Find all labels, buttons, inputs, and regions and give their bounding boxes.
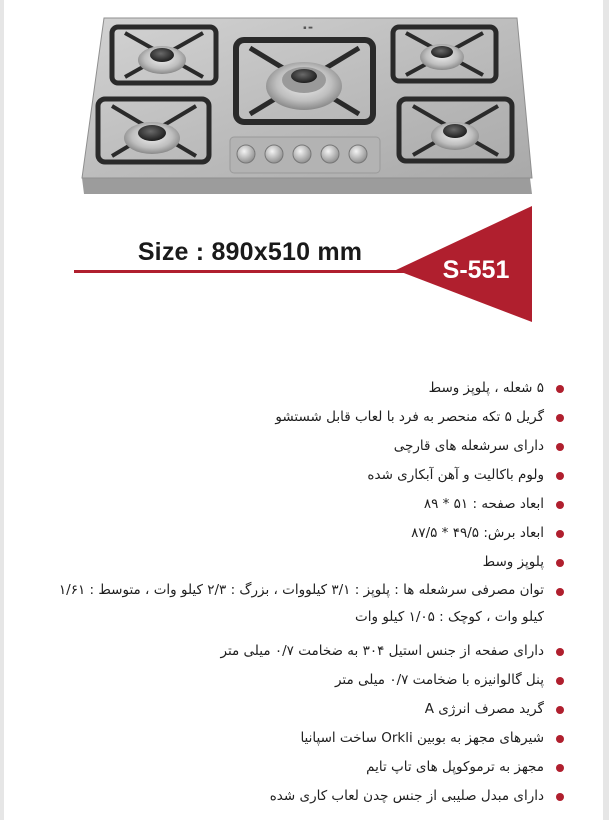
bullet-icon [556,735,564,743]
bullet-icon [556,764,564,772]
bullet-icon [556,648,564,656]
feature-item: دارای صفحه از جنس استیل ۳۰۴ به ضخامت ۰/۷ میلی متر [40,637,570,666]
feature-list [40,374,570,811]
feature-item: توان مصرفی سرشعله ها : پلوپز : ۳/۱ کیلووات ، بزرگ : ۲/۳ کیلو وات ، متوسط : ۱/۶۱ کیلو وات ، کوچک : ۱/۰۵ کیلو وات [40,577,570,637]
brand-logo: ▪︎ ▬ [303,25,313,31]
feature-item: ولوم باکالیت و آهن آبکاری شده [40,461,570,490]
bullet-icon [556,677,564,685]
bullet-icon [556,443,564,451]
bullet-icon [556,530,564,538]
bullet-icon [556,501,564,509]
bullet-icon [556,706,564,714]
feature-item: مجهز به ترموکوپل های تاپ تایم [40,753,570,782]
feature-item: ابعاد صفحه : ۵۱ * ۸۹ [40,490,570,519]
feature-item: شیرهای مجهز به بوبین Orkli ساخت اسپانیا [40,724,570,753]
bullet-icon [556,559,564,567]
bullet-icon [556,414,564,422]
size-title: Size : 890x510 mm [137,238,363,266]
feature-item: ۵ شعله ، پلوپز وسط [40,374,570,403]
bullet-icon [556,588,564,596]
bullet-icon [556,793,564,801]
feature-item: گرید مصرف انرژی A [40,695,570,724]
bullet-icon [556,472,564,480]
feature-item: پنل گالوانیزه با ضخامت ۰/۷ میلی متر [40,666,570,695]
feature-item: پلوپز وسط [40,548,570,577]
feature-item: ابعاد برش: ۴۹/۵ * ۸۷/۵ [40,519,570,548]
feature-item: دارای مبدل صلیبی از جنس چدن لعاب کاری شده [40,782,570,811]
model-label: S-551 [442,256,510,284]
feature-item: دارای سرشعله های قارچی [40,432,570,461]
feature-item: گریل ۵ تکه منحصر به فرد با لعاب قابل شستشو [40,403,570,432]
bullet-icon [556,385,564,393]
